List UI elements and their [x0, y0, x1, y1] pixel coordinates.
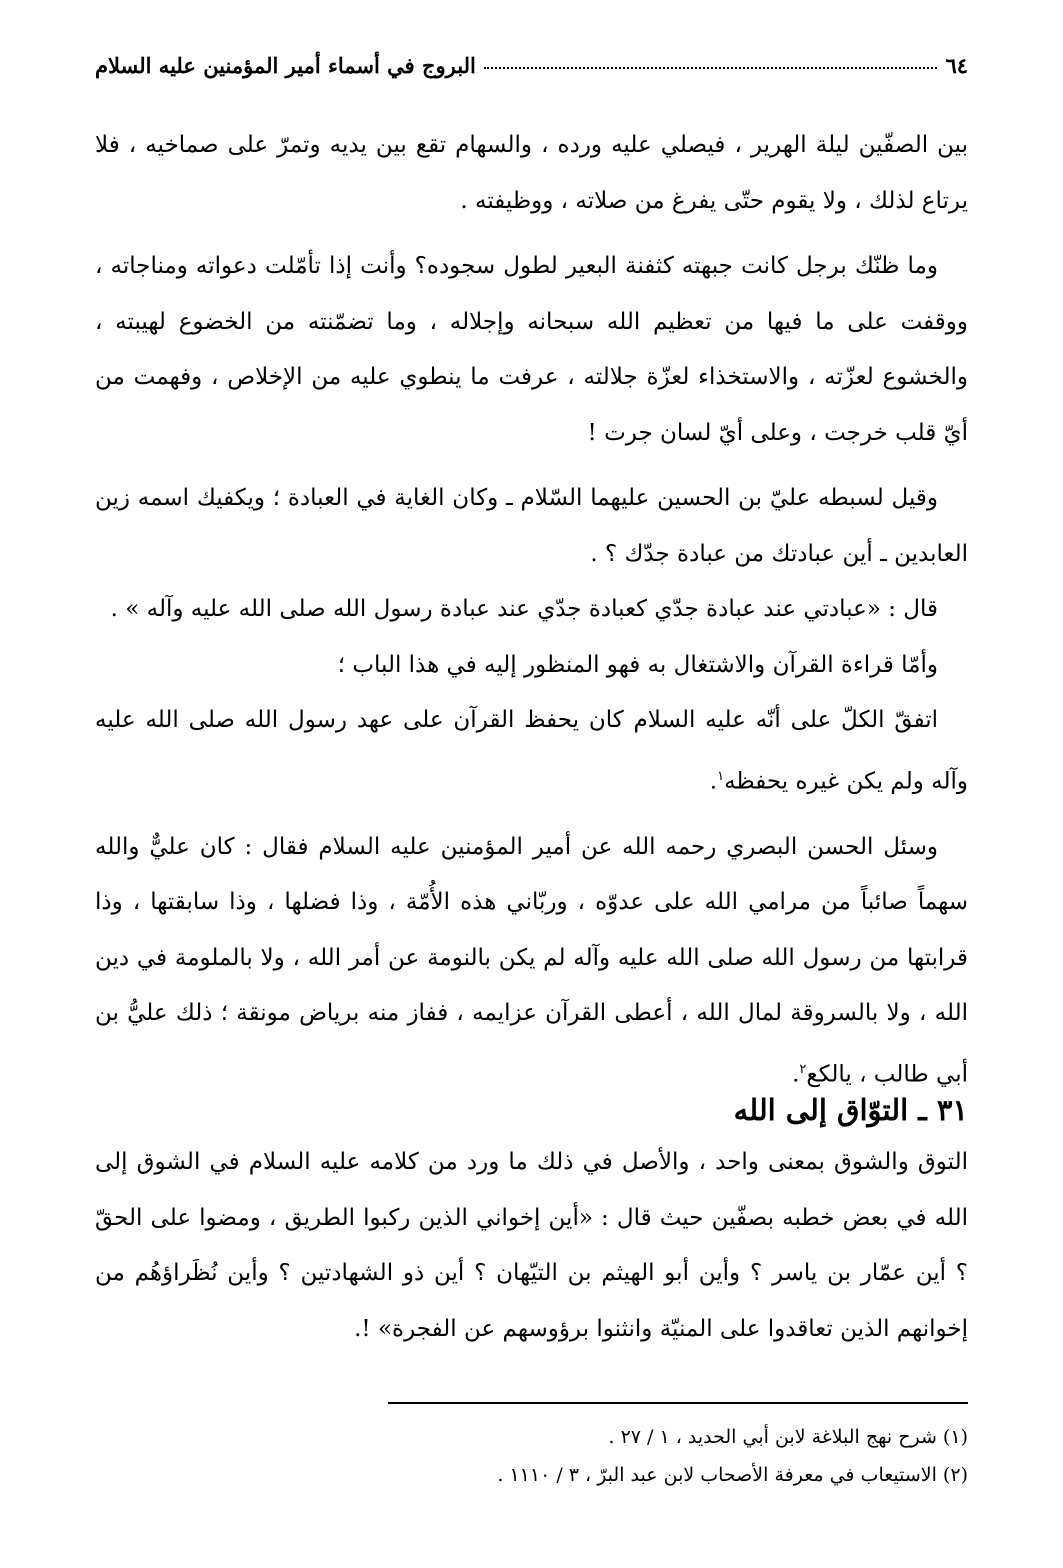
paragraph-5: وأمّا قراءة القرآن والاشتغال به فهو المنظور إليه في هذا الباب ؛ [337, 651, 938, 678]
paragraph-2: وما ظنّك برجل كانت جبهته كثفنة البعير لطول سجوده؟ وأنت إذا تأمّلت دعواته ومناجاته ، ووقفت على ما فيها من تعظيم الله سبحانه وإجلاله ، وما تضمّنته من الخضوع لهيبته ، والخشوع لعزّته ، والاستخذاء لعزّة جلالته ، عرفت ما ينطوي عليه من الإخلاص ، وفهمت من أيّ قلب خرجت ، وعلى أيّ لسان جرت ! [95, 253, 968, 446]
footnote-separator [388, 1402, 968, 1404]
footnote-mark-1: ١ [717, 768, 725, 784]
section-paragraph: التوق والشوق بمعنى واحد ، والأصل في ذلك ما ورد من كلامه عليه السلام في الشوق إلى الله في بعض خطبه بصفّين حيث قال : «أين إخواني الذين ركبوا الطريق ، ومضوا على الحقّ ؟ أين عمّار بن ياسر ؟ وأين أبو الهيثم بن التيّهان ؟ أين ذو الشهادتين ؟ وأين نُظَراؤهُم من إخوانهم الذين تعاقدوا على المنيّة وانثنوا برؤوسهم عن الفجرة» !. [95, 1149, 968, 1342]
section-text [95, 1135, 968, 1357]
footnote-1: (١) شرح نهج البلاغة لابن أبي الحديد ، ١ / ٢٧ . [608, 1426, 968, 1448]
page-header [95, 38, 968, 78]
paragraph-7-text: وسئل الحسن البصري رحمه الله عن أمير المؤمنين عليه السلام فقال : كان عليٌّ والله سهماً صائباً من مرامي الله على عدوّه ، وربّاني هذه الأُمّة ، وذا فضلها ، وذا سابقتها ، وذا قرابتها من رسول الله صلى الله عليه وآله لم يكن بالنومة عن أمر الله ، ولا بالملومة في دين الله ، ولا بالسروقة لمال الله ، أعطى القرآن عزايمه ، ففاز منه برياض مونقة ؛ ذلك عليُّ بن أبي طالب ، يالكع [95, 833, 968, 1088]
running-title: البروج في أسماء أمير المؤمنين عليه السلام [95, 53, 476, 78]
header-dotted-leader [484, 67, 938, 69]
section-heading: ٣١ ـ التوّاق إلى الله [733, 1093, 968, 1127]
paragraph-3: وقيل لسبطه عليّ بن الحسين عليهما السّلام ـ وكان الغاية في العبادة ؛ ويكفيك اسمه زين العابدين ـ أين عبادتك من عبادة جدّك ؟ . [95, 485, 968, 567]
paragraph-4: قال : «عبادتي عند عبادة جدّي كعبادة جدّي عند عبادة رسول الله صلى الله عليه وآله » . [110, 596, 938, 622]
paragraph-6-text: اتفقّ الكلّ على أنّه عليه السلام كان يحفظ القرآن على عهد رسول الله صلى الله عليه وآله ولم يكن غيره يحفظه [95, 707, 968, 795]
footnotes [95, 1418, 968, 1494]
main-text [95, 118, 968, 1103]
footnote-mark-2: ٢ [799, 1061, 807, 1077]
paragraph-7: وسئل الحسن البصري رحمه الله عن أمير المؤمنين عليه السلام فقال : كان عليٌّ والله سهماً صائباً من مرامي الله على عدوّه ، وربّاني هذه الأُمّة ، وذا فضلها ، وذا سابقتها ، وذا قرابتها من رسول الله صلى الله عليه وآله لم يكن بالنومة عن أمر الله ، ولا بالملومة في دين الله ، ولا بالسروقة لمال الله ، أعطى القرآن عزايمه ، ففاز منه برياض مونقة ؛ ذلك عليُّ بن أبي طالب ، يالكع$^٢$. [95, 833, 968, 1088]
paragraph-6: اتفقّ الكلّ على أنّه عليه السلام كان يحفظ القرآن على عهد رسول الله صلى الله عليه وآله ولم يكن غيره يحفظه$^١$. [95, 707, 968, 795]
footnote-2: (٢) الاستيعاب في معرفة الأصحاب لابن عبد البرّ ، ٣ / ١١١٠ . [497, 1464, 968, 1486]
paragraph-1: بين الصفّين ليلة الهرير ، فيصلي عليه ورده ، والسهام تقع بين يديه وتمرّ على صماخيه ، فلا يرتاع لذلك ، ولا يقوم حتّى يفرغ من صلاته ، ووظيفته . [95, 132, 968, 214]
page-number: ٦٤ [945, 53, 968, 78]
